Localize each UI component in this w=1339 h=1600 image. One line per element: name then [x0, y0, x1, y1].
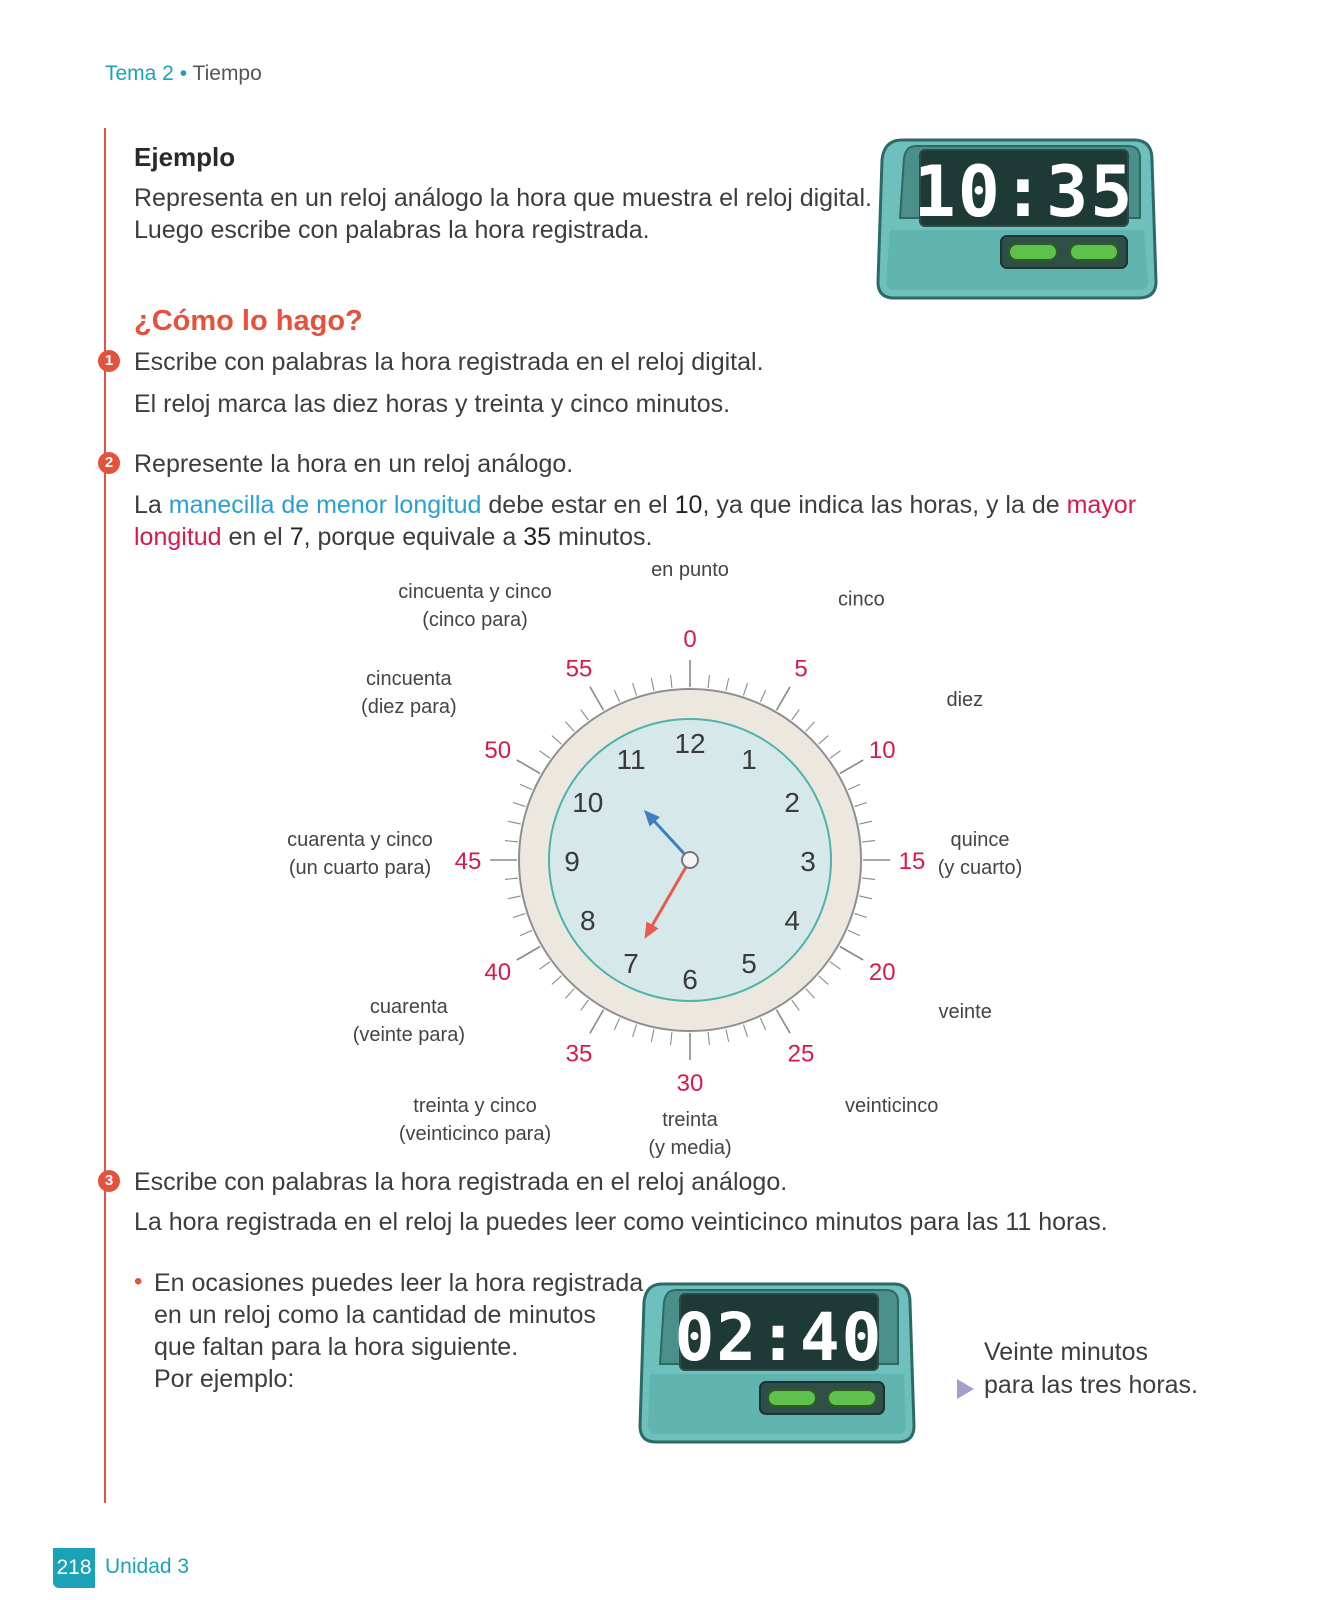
hour-number: 2	[784, 787, 800, 818]
minute-tick	[792, 710, 800, 721]
minute-tick	[859, 896, 872, 899]
step-3-badge: 3	[98, 1170, 120, 1192]
minute-tick	[540, 962, 551, 970]
minute-number: 5	[794, 655, 808, 683]
bullet-line-1: En ocasiones puedes leer la hora registrada	[154, 1269, 644, 1297]
hour-number: 3	[800, 846, 816, 877]
hour-number: 8	[580, 905, 596, 936]
answer-2-line-2: para las tres horas.	[984, 1371, 1198, 1399]
minute-tick	[614, 1018, 619, 1030]
minute-number: 20	[868, 959, 896, 986]
minute-number: 45	[454, 848, 482, 875]
minute-tick	[855, 913, 867, 917]
minute-label: (diez para)	[361, 696, 457, 718]
minute-tick	[505, 878, 518, 879]
text-la: La	[134, 491, 169, 519]
minute-tick	[520, 784, 532, 789]
text-mid-1: debe estar en el	[481, 491, 675, 519]
minute-number: 55	[565, 655, 593, 683]
minute-tick	[614, 690, 619, 702]
breadcrumb-separator: •	[179, 62, 188, 85]
minute-number: 10	[868, 737, 896, 764]
hour-number: 11	[616, 743, 646, 775]
minute-tick	[743, 683, 747, 695]
bullet-line-3: que faltan para la hora siguiente.	[154, 1333, 519, 1361]
minute-number: 50	[484, 737, 512, 764]
digital-time-text: 10:35	[913, 151, 1135, 233]
step-1-badge: 1	[98, 350, 120, 372]
step-2-instruction: Represente la hora en un reloj análogo.	[134, 450, 574, 478]
minute-tick	[830, 962, 841, 970]
digital-clock-0240	[636, 1278, 918, 1450]
minute-tick	[671, 1032, 672, 1045]
minute-tick	[581, 1000, 589, 1011]
digital-time-text-2: 02:40	[674, 1299, 884, 1376]
minute-label: (un cuarto para)	[288, 857, 432, 879]
minute-tick	[819, 736, 829, 745]
minute-tick	[513, 803, 525, 807]
minute-tick	[540, 751, 551, 759]
number-7: 7	[289, 523, 304, 551]
minute-label: (veinticinco para)	[398, 1122, 552, 1145]
bullet-line-4: Por ejemplo:	[154, 1365, 295, 1393]
minute-tick	[743, 1025, 747, 1037]
major-tick	[517, 760, 540, 774]
step-1-instruction: Escribe con palabras la hora registrada en el reloj digital.	[134, 348, 764, 376]
minute-tick	[760, 690, 765, 702]
minute-tick	[862, 841, 875, 842]
minute-tick	[566, 989, 575, 999]
minute-tick	[760, 1018, 765, 1030]
minute-tick	[708, 1032, 709, 1045]
minute-number: 40	[484, 959, 512, 986]
minute-number: 0	[683, 626, 697, 653]
hour-number: 10	[572, 787, 604, 818]
minute-label: cuarenta	[369, 996, 448, 1018]
hour-number: 7	[623, 948, 639, 980]
answer-2-line-1: Veinte minutos	[984, 1338, 1148, 1366]
example-title: Ejemplo	[134, 142, 236, 172]
step-3-answer: La hora registrada en el reloj la puedes leer como veinticinco minutos para las 11 horas.	[134, 1208, 1108, 1236]
bullet-dot: •	[134, 1268, 143, 1295]
hour-number: 6	[682, 964, 698, 995]
minute-tick	[830, 751, 841, 759]
clock-center-pin	[682, 852, 698, 868]
text-mid-3: en el	[221, 523, 290, 551]
minute-tick	[552, 976, 562, 985]
major-tick	[840, 947, 863, 961]
minute-tick	[806, 722, 815, 732]
hour-number: 4	[784, 905, 800, 936]
minute-tick	[726, 678, 729, 691]
hour-number: 9	[564, 846, 580, 877]
minute-tick	[508, 821, 521, 824]
bullet-line-2: en un reloj como la cantidad de minutos	[154, 1301, 596, 1329]
text-end: minutos.	[551, 523, 653, 551]
short-hand-term: manecilla de menor longitud	[168, 491, 482, 519]
unit-label: Unidad 3	[105, 1555, 190, 1578]
page-number: 218	[53, 1548, 95, 1588]
how-title: ¿Cómo lo hago?	[134, 305, 363, 337]
minute-tick	[855, 803, 867, 807]
minute-label: diez	[946, 689, 984, 711]
hour-number: 1	[741, 743, 757, 775]
minute-tick	[508, 896, 521, 899]
minute-label: cuarenta y cinco	[287, 829, 433, 851]
example-line-2: Luego escribe con palabras la hora registrada.	[134, 216, 650, 244]
step-3-instruction: Escribe con palabras la hora registrada en el reloj análogo.	[134, 1168, 788, 1196]
major-tick	[590, 687, 604, 710]
text-mid-4: , porque equivale a	[303, 523, 524, 551]
long-hand-term-1: mayor	[1066, 491, 1137, 519]
major-tick	[777, 687, 791, 710]
minute-tick	[581, 710, 589, 721]
number-10: 10	[674, 491, 703, 519]
minute-label: treinta y cinco	[413, 1094, 537, 1117]
minute-tick	[552, 736, 562, 745]
minute-number: 15	[898, 848, 926, 875]
minute-label: treinta	[662, 1109, 718, 1131]
minute-number: 25	[787, 1040, 815, 1068]
minute-label: veinte	[938, 1001, 992, 1023]
minute-tick	[806, 989, 815, 999]
major-tick	[840, 760, 863, 774]
number-35: 35	[523, 523, 552, 551]
minute-label: cincuenta	[366, 668, 452, 690]
minute-number: 35	[565, 1040, 593, 1068]
minute-tick	[848, 784, 860, 789]
minute-label: (y media)	[648, 1137, 732, 1159]
minute-label: cincuenta y cinco	[398, 581, 552, 604]
topic-label: Tema 2	[105, 62, 174, 85]
step-2-badge: 2	[98, 452, 120, 474]
minute-tick	[651, 678, 654, 691]
minute-tick	[633, 683, 637, 695]
minute-tick	[726, 1029, 729, 1042]
major-tick	[590, 1010, 604, 1033]
minute-tick	[848, 930, 860, 935]
minute-tick	[862, 878, 875, 879]
minute-label: en punto	[651, 559, 729, 581]
hour-number: 12	[674, 728, 706, 759]
minute-tick	[671, 675, 672, 688]
minute-tick	[792, 1000, 800, 1011]
minute-label: (veinte para)	[352, 1024, 465, 1046]
minute-tick	[651, 1029, 654, 1042]
minute-label: cinco	[838, 588, 885, 611]
minute-tick	[513, 913, 525, 917]
minute-label: veinticinco	[845, 1094, 939, 1117]
step-1-answer: El reloj marca las diez horas y treinta y cinco minutos.	[134, 390, 731, 418]
minute-tick	[505, 841, 518, 842]
minute-label: (cinco para)	[422, 609, 528, 632]
minute-number: 30	[676, 1070, 704, 1097]
minute-tick	[566, 722, 575, 732]
example-line-1: Representa en un reloj análogo la hora que muestra el reloj digital.	[134, 184, 872, 212]
minute-tick	[819, 976, 829, 985]
minute-tick	[520, 930, 532, 935]
minute-label: (y cuarto)	[937, 857, 1023, 879]
hour-number: 5	[741, 948, 757, 980]
minute-label: quince	[950, 829, 1010, 851]
major-tick	[777, 1010, 791, 1033]
subject-label: Tiempo	[192, 62, 262, 85]
long-hand-term-2: longitud	[134, 523, 222, 551]
text-mid-2: , ya que indica las horas, y la de	[702, 491, 1067, 519]
minute-tick	[859, 821, 872, 824]
major-tick	[517, 947, 540, 961]
minute-tick	[633, 1025, 637, 1037]
pointer-arrow-icon	[957, 1379, 974, 1399]
minute-tick	[708, 675, 709, 688]
